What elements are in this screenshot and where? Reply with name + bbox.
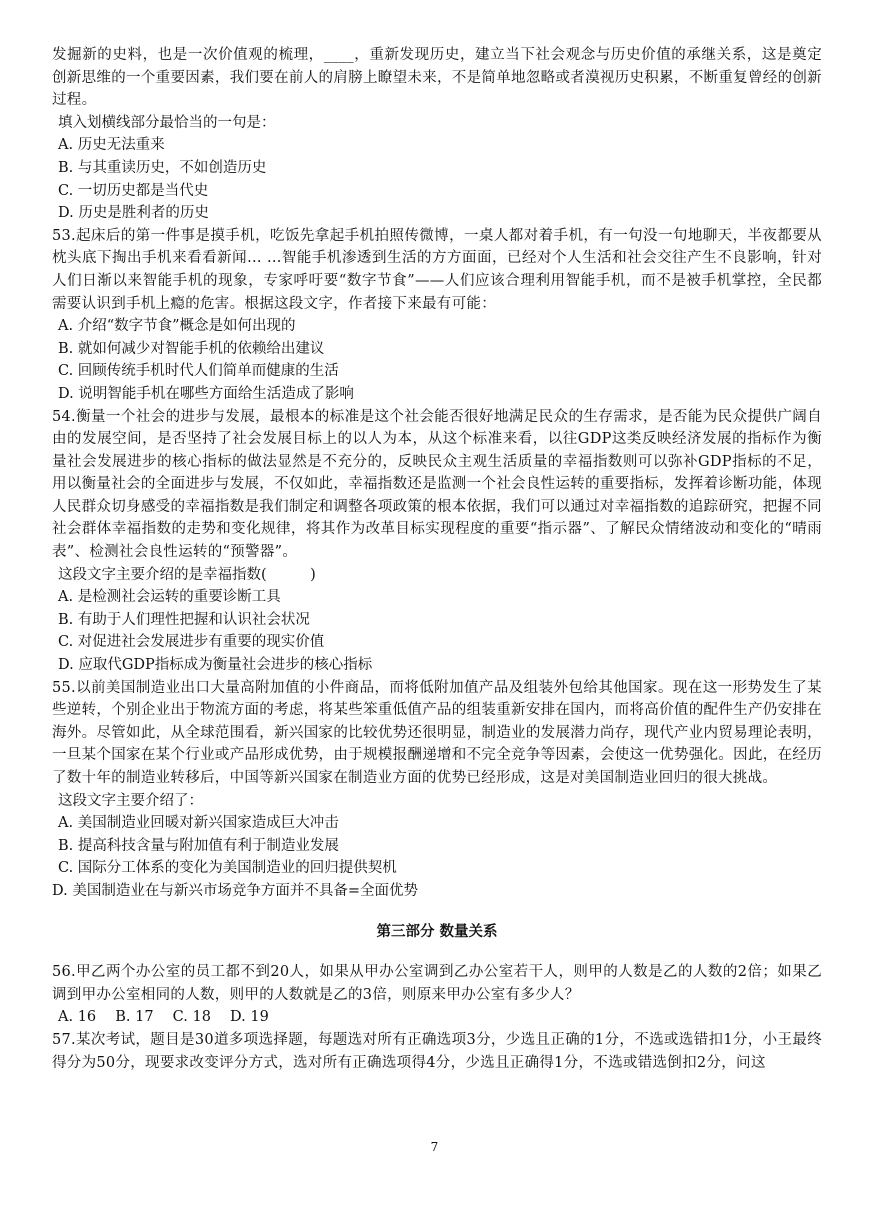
question-55-option-b: B. 提高科技含量与附加值有利于制造业发展 xyxy=(58,837,339,854)
intro-option-a: A. 历史无法重来 xyxy=(58,137,165,154)
question-53-option-d: D. 说明智能手机在哪些方面给生活造成了影响 xyxy=(58,385,354,402)
document-page xyxy=(52,44,822,1074)
question-54-text: 54.衡量一个社会的进步与发展，最根本的标准是这个社会能否很好地满足民众的生存需求，是否能为民众提供广阔自由的发展空间，是否坚持了社会发展目标上的以人为本，从这个标准来看，以往GDP这类反映经济发展的指标作为衡量社会发展进步的核心指标的做法显然是不充分的，反映民众主观生活质量的幸福指数则可以弥补GDP指标的不足，用以衡量社会的全面进步与发展，不仅如此，幸福指数还是监测一个社会良性运转的重要指标，发挥着诊断功能，体现人民群众切身感受的幸福指数是我们制定和调整各项政策的根本依据，我们可以通过对幸福指数的追踪研究，把握不同社会群体幸福指数的走势和变化规律，将其作为改革目标实现程度的重要“指示器”、了解民众情绪波动和变化的“晴雨表”、检测社会良性运转的“预警器”。 xyxy=(52,408,822,561)
question-53-option-c: C. 回顾传统手机时代人们简单而健康的生活 xyxy=(58,363,339,380)
question-53-option-a: A. 介绍“数字节食”概念是如何出现的 xyxy=(58,318,296,335)
intro-option-d: D. 历史是胜利者的历史 xyxy=(58,205,209,222)
intro-prompt: 填入划横线部分最恰当的一句是： xyxy=(58,114,276,131)
intro-passage: 发掘新的史料，也是一次价值观的梳理，____，重新发现历史，建立当下社会观念与历史价值的承继关系，这是奠定创新思维的一个重要因素，我们要在前人的肩膀上瞭望未来，不是简单地忽略或者漠视历史积累，不断重复曾经的创新过程。 xyxy=(52,47,822,109)
question-53-option-b: B. 就如何减少对智能手机的依赖给出建议 xyxy=(58,340,325,357)
question-55-option-d: D. 美国制造业在与新兴市场竞争方面并不具备=全面优势 xyxy=(52,882,418,899)
question-54-prompt: 这段文字主要介绍的是幸福指数( ) xyxy=(58,566,316,583)
question-54-option-a: A. 是检测社会运转的重要诊断工具 xyxy=(58,589,281,606)
question-55-prompt: 这段文字主要介绍了： xyxy=(58,792,203,809)
question-54-option-c: C. 对促进社会发展进步有重要的现实价值 xyxy=(58,634,325,651)
question-56-text: 56.甲乙两个办公室的员工都不到20人，如果从甲办公室调到乙办公室若干人，则甲的人数是乙的人数的2倍；如果乙调到甲办公室相同的人数，则甲的人数就是乙的3倍，则原来甲办公室有多少人？ xyxy=(52,964,822,1003)
question-57-text: 57.某次考试，题目是30道多项选择题，每题选对所有正确选项3分，少选且正确的1分，不选或选错扣1分，小王最终得分为50分，现要求改变评分方式，选对所有正确选项得4分，少选且正确得1分，不选或错选倒扣2分，问这 xyxy=(52,1031,822,1071)
question-55-option-c: C. 国际分工体系的变化为美国制造业的回归提供契机 xyxy=(58,860,397,877)
question-54-option-b: B. 有助于人们理性把握和认识社会状况 xyxy=(58,611,310,628)
question-56-options: A. 16 B. 17 C. 18 D. 19 xyxy=(58,1009,269,1026)
question-55-option-a: A. 美国制造业回暖对新兴国家造成巨大冲击 xyxy=(58,815,339,832)
question-54-option-d: D. 应取代GDP指标成为衡量社会进步的核心指标 xyxy=(58,657,373,674)
section-title: 第三部分 数量关系 xyxy=(376,923,498,940)
question-53-text: 53.起床后的第一件事是摸手机，吃饭先拿起手机拍照传微博，一桌人都对着手机，有一句没一句地聊天，半夜都要从枕头底下掏出手机来看看新闻... ...智能手机渗透到生活的方方面面，已经对个人生活和社会交往产生不良影响，针对人们日渐以来智能手机的现象，专家呼吁要“数字节食”——人们应该合理利用智能手机，而不是被手机掌控，全民都需要认识到手机上瘾的危害。根据这段文字，作者接下来最有可能： xyxy=(52,227,822,312)
question-55-text: 55.以前美国制造业出口大量高附加值的小件商品，而将低附加值产品及组装外包给其他国家。现在这一形势发生了某些逆转，个别企业出于物流方面的考虑，将某些笨重低值产品的组装重新安排在国内，而将高价值的配件生产仍安排在海外。尽管如此，从全球范围看，新兴国家的比较优势还很明显，制造业的发展潜力尚存，现代产业内贸易理论表明，一旦某个国家在某个行业或产品形成优势，由于规模报酬递增和不完全竞争等因素，会使这一优势强化。因此，在经历了数十年的制造业转移后，中国等新兴国家在制造业方面的优势已经形成，这是对美国制造业回归的很大挑战。 xyxy=(52,679,822,786)
intro-option-b: B. 与其重读历史，不如创造历史 xyxy=(58,159,267,176)
page-number: 7 xyxy=(430,1140,439,1154)
intro-option-c: C. 一切历史都是当代史 xyxy=(58,182,209,199)
